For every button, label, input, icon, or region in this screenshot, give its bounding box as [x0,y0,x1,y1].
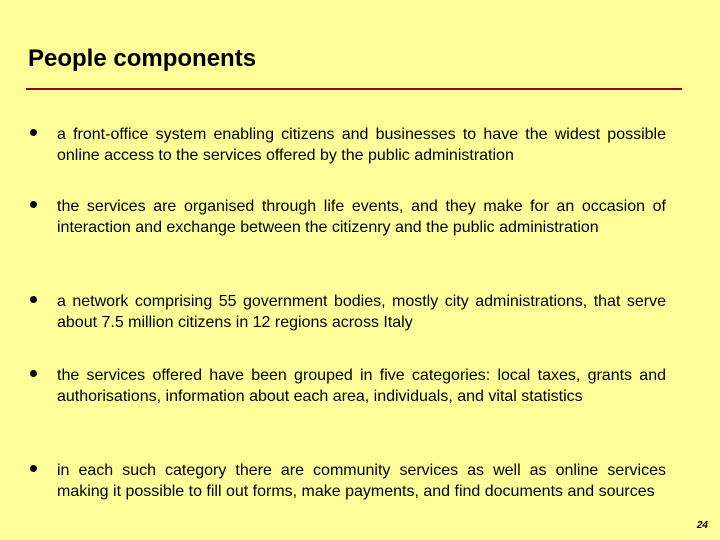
bullet-item-front-office [30,124,666,166]
bullet-dot-icon [30,201,37,208]
page-number: 24 [696,520,708,531]
bullet-dot-icon [30,370,37,377]
slide-title: People components [28,45,257,72]
bullet-item-life-events [30,196,666,238]
bullet-dot-icon [30,296,37,303]
bullet-text: the services offered have been grouped in five categories: local taxes, grants and authorisations, information about each area, individuals, and vital statistics [57,367,666,405]
bullet-item-services [30,460,666,502]
bullet-item-categories [30,365,666,407]
bullet-item-network [30,291,666,333]
bullet-text: in each such category there are community services as well as online services making it possible to fill out forms, make payments, and find documents and sources [57,462,666,500]
bullet-text: the services are organised through life events, and they make for an occasion of interaction and exchange between the citizenry and the public administration [57,198,666,236]
bullet-dot-icon [30,465,37,472]
bullet-text: a front-office system enabling citizens and businesses to have the widest possible online access to the services offered by the public administration [57,126,666,164]
bullet-text: a network comprising 55 government bodies, mostly city administrations, that serve about 7.5 million citizens in 12 regions across Italy [57,293,666,331]
bullet-dot-icon [30,129,37,136]
